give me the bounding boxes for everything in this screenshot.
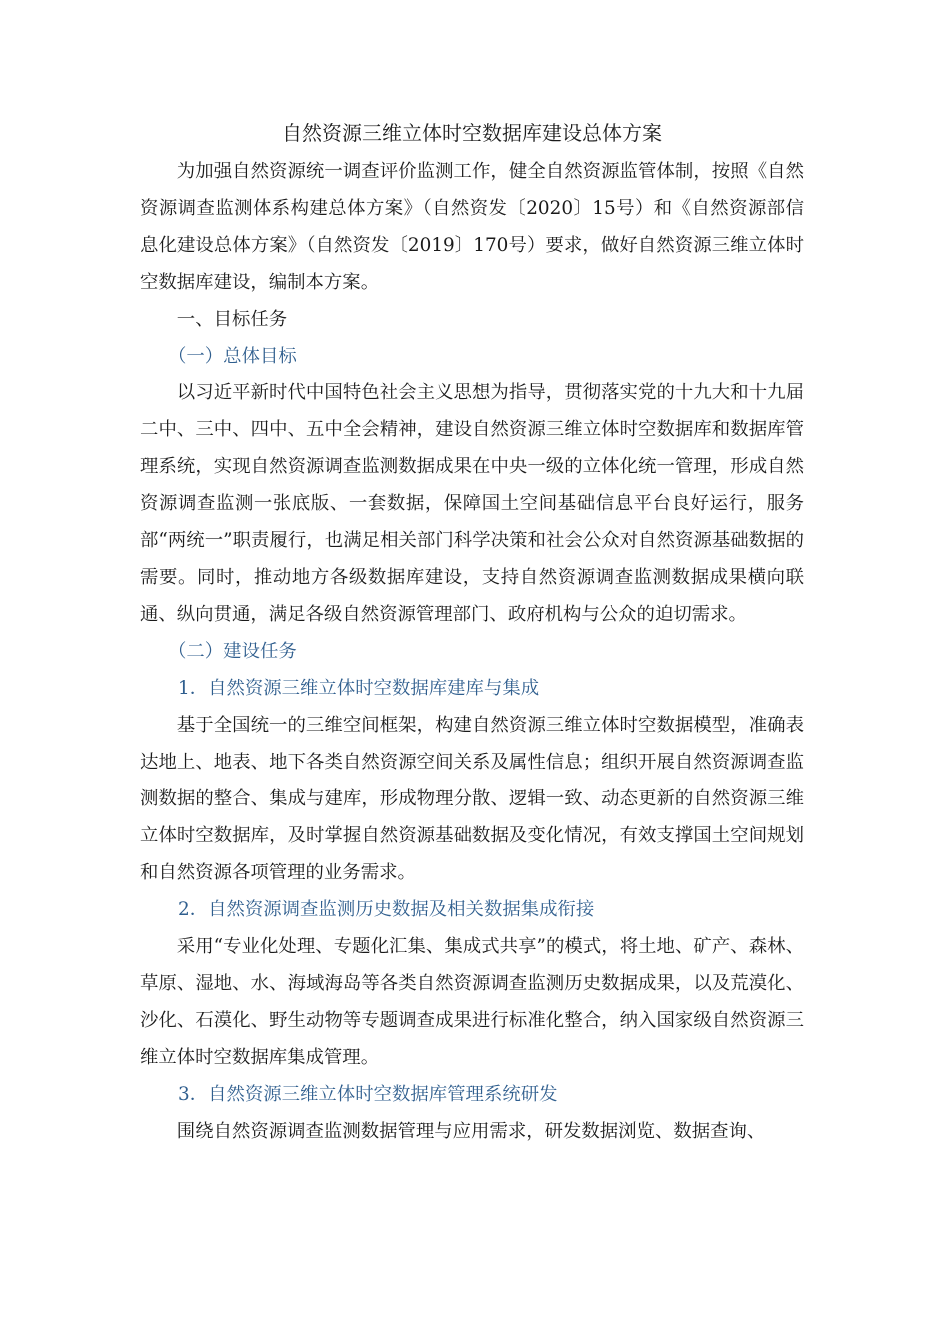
task-paragraph-2: 采用“专业化处理、专题化汇集、集成式共享”的模式，将土地、矿产、森林、草原、湿地、水、海域海岛等各类自然资源调查监测历史数据成果，以及荒漠化、沙化、石漠化、野生动物等专题调查成果进行标准化整合，纳入国家级自然资源三维立体时空数据库集成管理。	[140, 936, 804, 1068]
subsection-heading-overall-goal: （一）总体目标	[168, 345, 297, 367]
task-paragraph-1: 基于全国统一的三维空间框架，构建自然资源三维立体时空数据模型，准确表达地上、地表、地下各类自然资源空间关系及属性信息；组织开展自然资源调查监测数据的整合、集成与建库，形成物理分散、逻辑一致、动态更新的自然资源三维立体时空数据库，及时掌握自然资源基础数据及变化情况，有效支撑国土空间规划和自然资源各项管理的业务需求。	[140, 714, 804, 884]
subsection-heading-construction-tasks: （二）建设任务	[168, 640, 297, 662]
document-page	[140, 112, 804, 1150]
task-paragraph-3: 围绕自然资源调查监测数据管理与应用需求，研发数据浏览、数据查询、	[176, 1120, 766, 1142]
task-heading-2: 2．自然资源调查监测历史数据及相关数据集成衔接	[178, 899, 595, 921]
task-heading-3: 3．自然资源三维立体时空数据库管理系统研发	[178, 1083, 558, 1105]
task-heading-1: 1．自然资源三维立体时空数据库建库与集成	[178, 677, 540, 699]
overall-goal-paragraph: 以习近平新时代中国特色社会主义思想为指导，贯彻落实党的十九大和十九届二中、三中、四中、五中全会精神，建设自然资源三维立体时空数据库和数据库管理系统，实现自然资源调查监测数据成果在中央一级的立体化统一管理，形成自然资源调查监测一张底版、一套数据，保障国土空间基础信息平台良好运行，服务部“两统一”职责履行，也满足相关部门科学决策和社会公众对自然资源基础数据的需要。同时，推动地方各级数据库建设，支持自然资源调查监测数据成果横向联通、纵向贯通，满足各级自然资源管理部门、政府机构与公众的迫切需求。	[140, 382, 804, 625]
document-title: 自然资源三维立体时空数据库建设总体方案	[282, 121, 662, 145]
intro-paragraph: 为加强自然资源统一调查评价监测工作，健全自然资源监管体制，按照《自然资源调查监测体系构建总体方案》（自然资发〔2020〕15号）和《自然资源部信息化建设总体方案》（自然资发〔2019〕170号）要求，做好自然资源三维立体时空数据库建设，编制本方案。	[140, 161, 804, 293]
section-heading-objectives: 一、目标任务	[176, 308, 288, 330]
